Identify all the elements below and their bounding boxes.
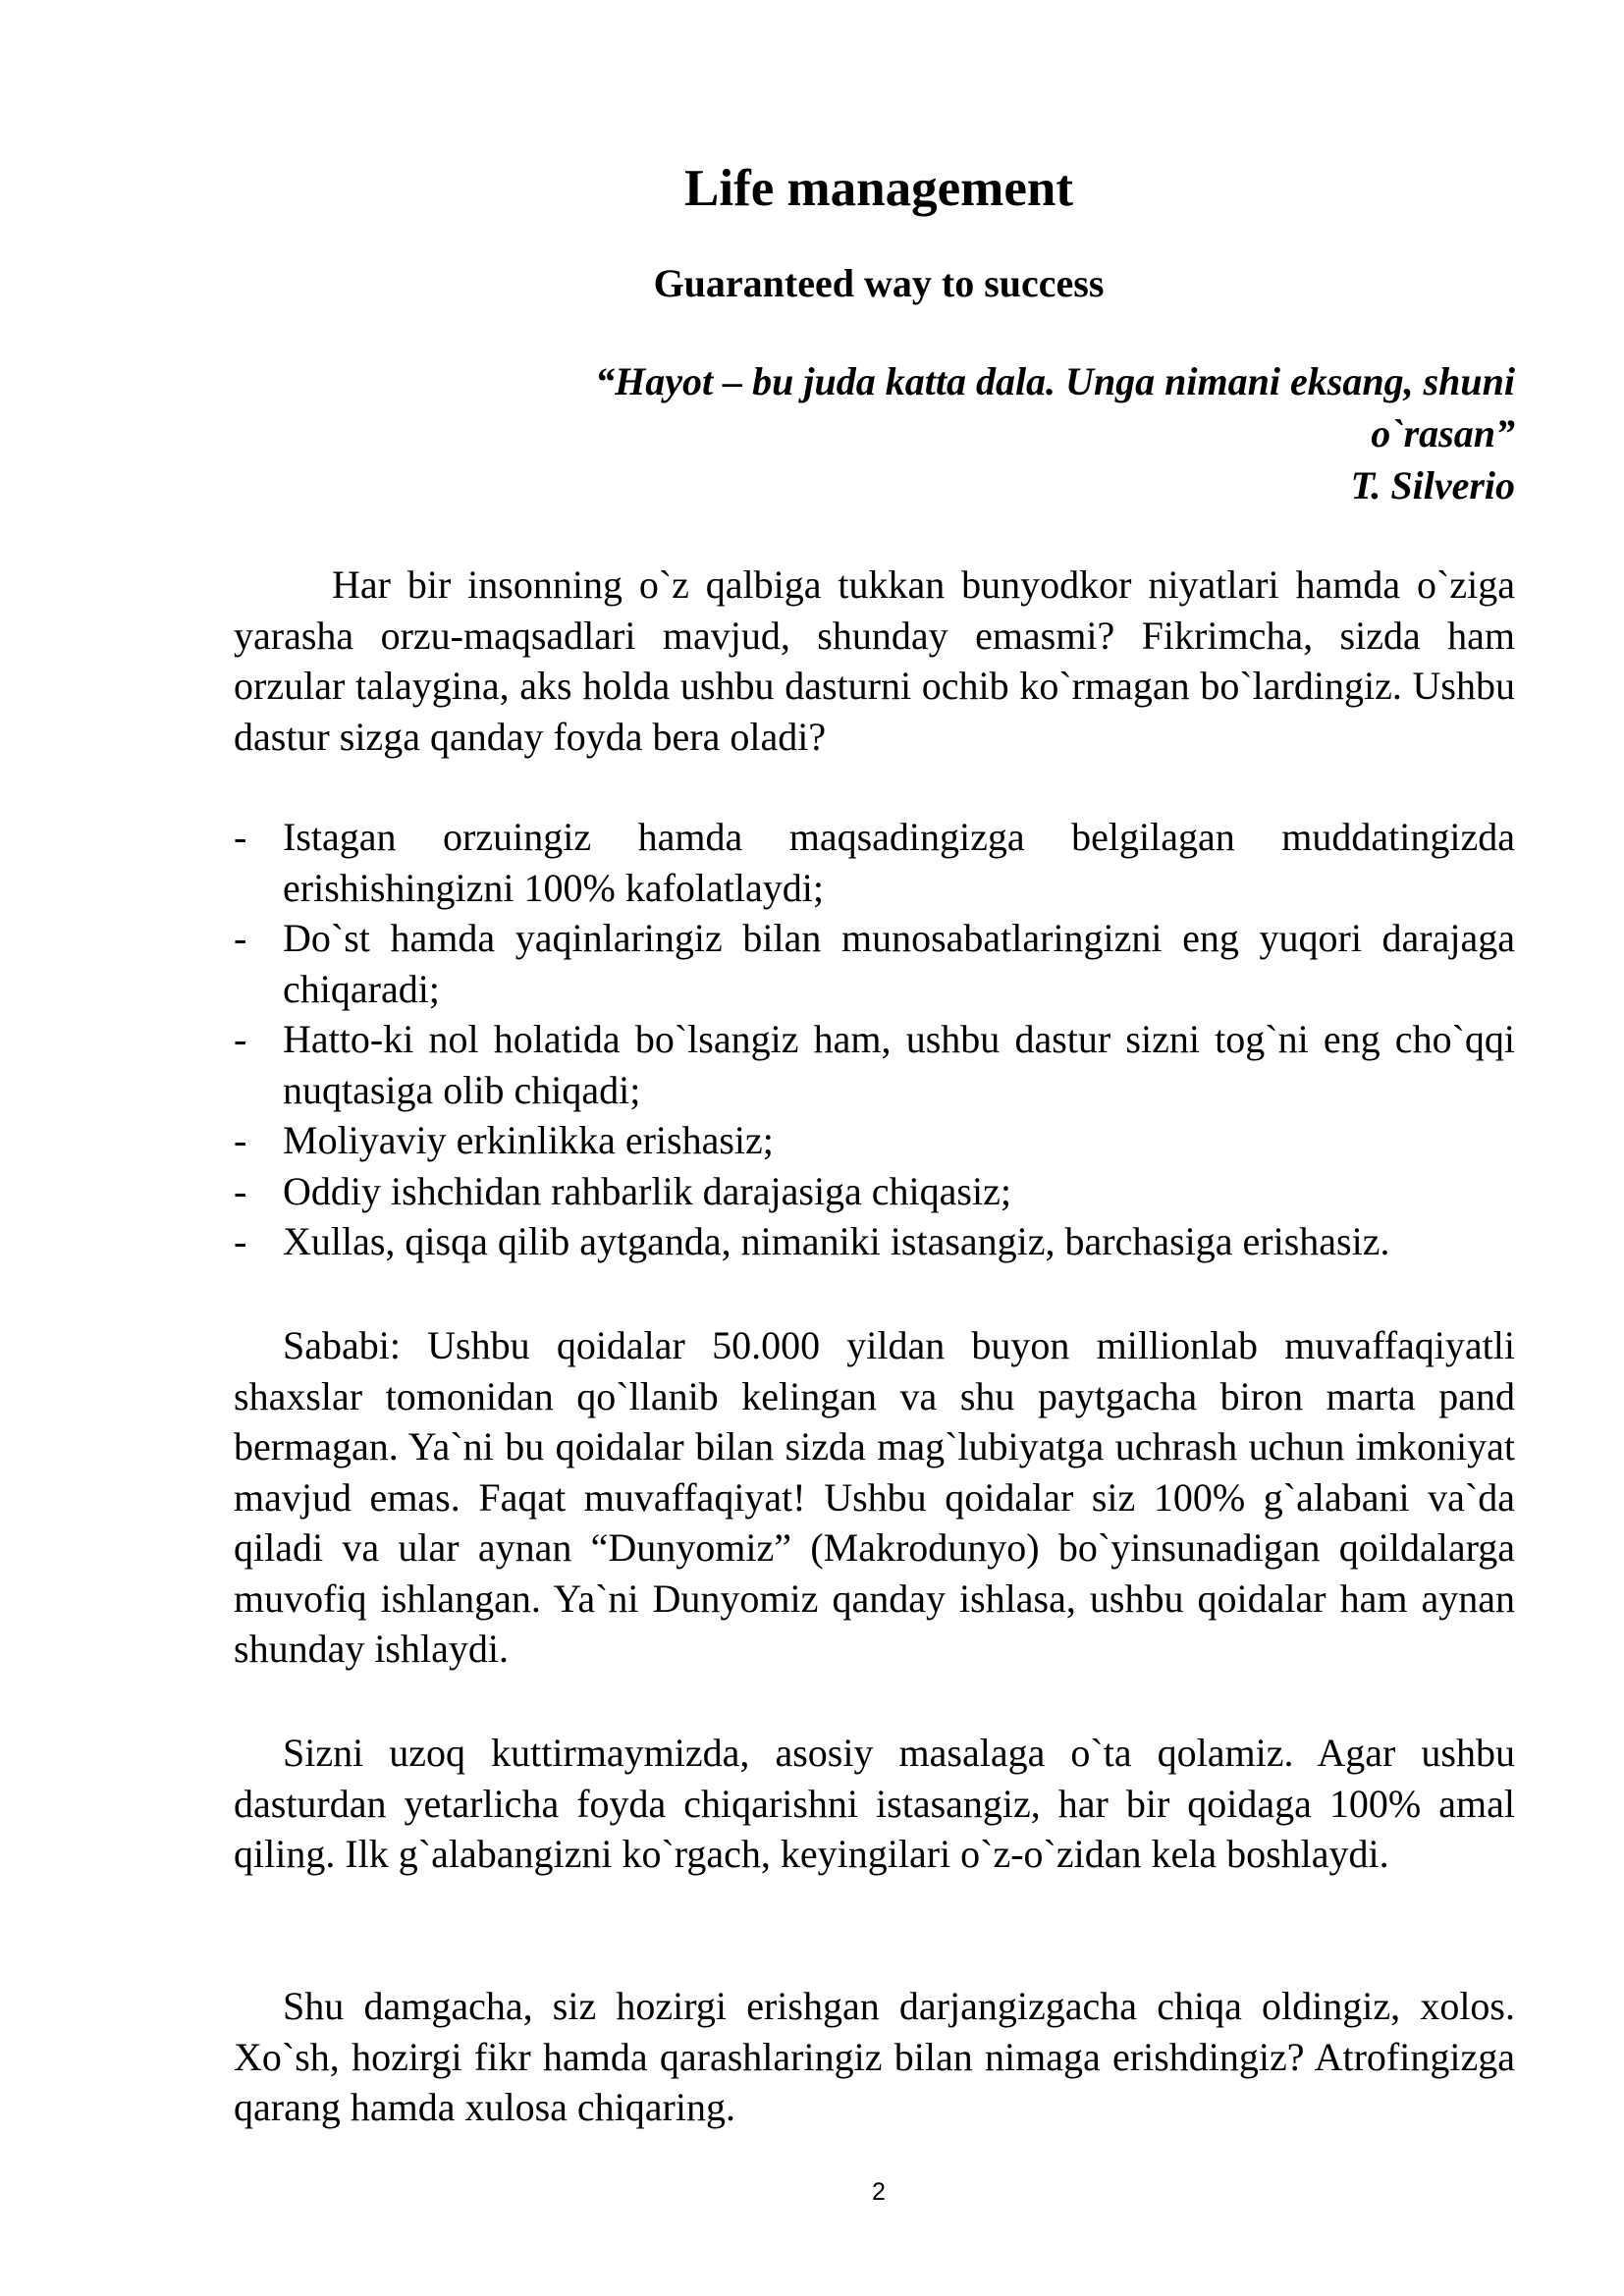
list-item — [234, 1014, 1515, 1115]
list-dash: - — [234, 1168, 247, 1213]
epigraph-line-2: o`rasan” — [1371, 411, 1515, 455]
benefits-list — [234, 812, 1515, 1267]
list-item-text: Xullas, qisqa qilib aytganda, nimaniki istasangiz, barchasiga erishasiz. — [283, 1219, 1390, 1263]
intro-paragraph: Har bir insonning o`z qalbiga tukkan bunyodkor niyatlari hamda o`ziga yarasha orzu-maqsadlari mavjud, shunday emasmi? Fikrimcha, sizda ham orzular talaygina, aks holda ushbu dasturni ochib ko`rmagan bo`lardingiz. Ushbu dastur sizga qanday foyda bera oladi? — [234, 562, 1515, 759]
list-item — [234, 913, 1515, 1014]
list-item — [234, 1216, 1515, 1267]
epigraph-author: T. Silverio — [1350, 463, 1515, 507]
list-dash: - — [234, 1219, 247, 1263]
list-item — [234, 1115, 1515, 1166]
epigraph-quote — [471, 355, 1515, 511]
list-item-text: Oddiy ishchidan rahbarlik darajasiga chiqasiz; — [283, 1168, 1011, 1213]
conclusion-paragraph: Shu damgacha, siz hozirgi erishgan darjangizgacha chiqa oldingiz, xolos. Xo`sh, hozirgi fikr hamda qarashlaringiz bilan nimaga erishdingiz? Atrofingizga qarang hamda xulosa chiqaring. — [234, 1984, 1515, 2129]
list-dash: - — [234, 815, 247, 859]
list-dash: - — [234, 1118, 247, 1162]
page-title: Life management — [684, 160, 1073, 217]
advice-paragraph: Sizni uzoq kuttirmaymizda, asosiy masalaga o`ta qolamiz. Agar ushbu dasturdan yetarlicha foyda chiqarishni istasangiz, har bir qoidaga 100% amal qiling. Ilk g`alabangizni ko`rgach, keyingilari o`z-o`zidan kela boshlaydi. — [234, 1731, 1515, 1876]
list-item — [234, 1166, 1515, 1217]
reason-paragraph: Sababi: Ushbu qoidalar 50.000 yildan buyon millionlab muvaffaqiyatli shaxslar tomonidan qo`llanib kelingan va shu paytgacha biron marta pand bermagan. Ya`ni bu qoidalar bilan sizda mag`lubiyatga uchrash uchun imkoniyat mavjud emas. Faqat muvaffaqiyat! Ushbu qoidalar siz 100% g`alabani va`da qiladi va ular aynan “Dunyomiz” (Makrodunyo) bo`yinsunadigan qoildalarga muvofiq ishlangan. Ya`ni Dunyomiz qanday ishlasa, ushbu qoidalar ham aynan shunday ishlaydi. — [234, 1323, 1515, 1671]
list-item-text: Hatto-ki nol holatida bo`lsangiz ham, ushbu dastur sizni tog`ni eng cho`qqi nuqtasiga olib chiqadi; — [283, 1017, 1515, 1112]
list-dash: - — [234, 916, 247, 960]
list-dash: - — [234, 1017, 247, 1061]
page-subtitle: Guaranteed way to success — [653, 261, 1105, 305]
list-item-text: Moliyaviy erkinlikka erishasiz; — [283, 1118, 774, 1162]
page-number: 2 — [872, 2178, 886, 2206]
list-item — [234, 812, 1515, 913]
list-item-text: Do`st hamda yaqinlaringiz bilan munosabatlaringizni eng yuqori darajaga chiqaradi; — [283, 916, 1515, 1011]
epigraph-line-1: “Hayot – bu juda katta dala. Unga nimani eksang, shuni — [595, 359, 1515, 403]
list-item-text: Istagan orzuingiz hamda maqsadingizga belgilagan muddatingizda erishishingizni 100% kafolatlaydi; — [283, 815, 1515, 910]
